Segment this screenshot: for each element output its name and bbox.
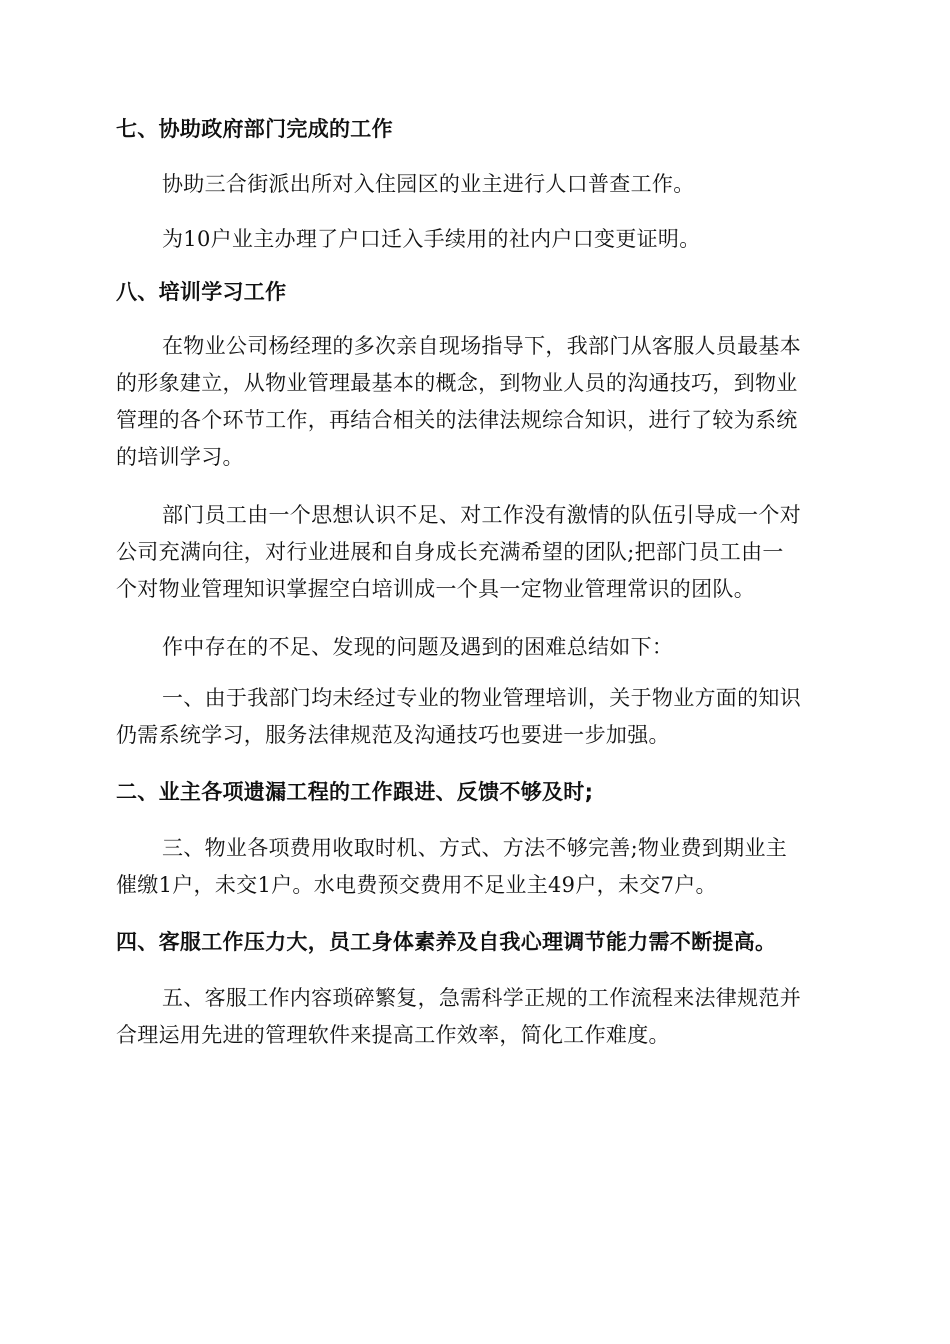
paragraph-problems-intro bbox=[116, 629, 838, 666]
paragraph-problem-5 bbox=[116, 980, 838, 1054]
paragraph-line: 三、物业各项费用收取时机、方式、方法不够完善;物业费到期业主 bbox=[162, 836, 788, 860]
paragraph-line: 公司充满向往，对行业进展和自身成长充满希望的团队;把部门员工由一 bbox=[116, 540, 784, 564]
paragraph-line: 管理的各个环节工作，再结合相关的法律法规综合知识，进行了较为系统 bbox=[116, 408, 798, 432]
paragraph-line: 五、客服工作内容琐碎繁复，急需科学正规的工作流程来法律规范并 bbox=[162, 986, 801, 1010]
paragraph-line: 催缴1户，未交1户。水电费预交费用不足业主49户，未交7户。 bbox=[116, 873, 717, 897]
section-heading-7: 七、协助政府部门完成的工作 bbox=[116, 117, 393, 141]
paragraph-line: 协助三合街派出所对入住园区的业主进行人口普查工作。 bbox=[162, 172, 695, 196]
paragraph-line: 的形象建立，从物业管理最基本的概念，到物业人员的沟通技巧，到物业 bbox=[116, 371, 798, 395]
section-heading-problem-2: 二、业主各项遗漏工程的工作跟进、反馈不够及时; bbox=[116, 780, 594, 804]
paragraph-line: 一、由于我部门均未经过专业的物业管理培训，关于物业方面的知识 bbox=[162, 686, 801, 710]
paragraph-problem-3 bbox=[116, 830, 838, 904]
paragraph-line: 的培训学习。 bbox=[116, 445, 244, 469]
paragraph-line: 个对物业管理知识掌握空白培训成一个具一定物业管理常识的团队。 bbox=[116, 577, 755, 601]
paragraph-household-certificate bbox=[116, 221, 838, 258]
paragraph-line: 为10户业主办理了户口迁入手续用的社内户口变更证明。 bbox=[162, 227, 701, 251]
section-heading-8: 八、培训学习工作 bbox=[116, 280, 287, 304]
paragraph-census bbox=[116, 166, 838, 203]
paragraph-line: 部门员工由一个思想认识不足、对工作没有激情的队伍引导成一个对 bbox=[162, 503, 801, 527]
paragraph-training-guidance bbox=[116, 328, 838, 476]
paragraph-line: 仍需系统学习，服务法律规范及沟通技巧也要进一步加强。 bbox=[116, 723, 670, 747]
paragraph-team-growth bbox=[116, 497, 838, 608]
paragraph-line: 在物业公司杨经理的多次亲自现场指导下，我部门从客服人员最基本 bbox=[162, 334, 801, 358]
section-heading-problem-4: 四、客服工作压力大，员工身体素养及自我心理调节能力需不断提高。 bbox=[116, 930, 777, 954]
paragraph-line: 作中存在的不足、发现的问题及遇到的困难总结如下： bbox=[162, 635, 674, 659]
paragraph-line: 合理运用先进的管理软件来提高工作效率，简化工作难度。 bbox=[116, 1023, 670, 1047]
paragraph-problem-1 bbox=[116, 680, 838, 754]
